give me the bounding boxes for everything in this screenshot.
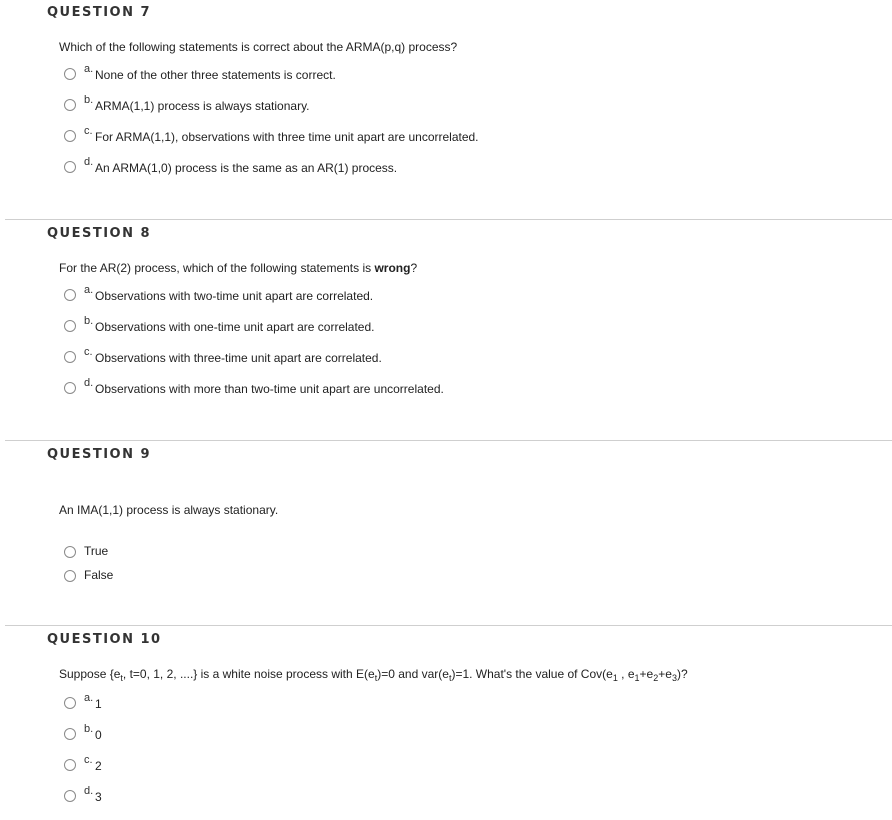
option-label: An ARMA(1,0) process is the same as an AR(1) process. [95, 161, 398, 175]
radio-button[interactable] [64, 570, 76, 582]
question-7-text: Which of the following statements is correct about the ARMA(p,q) process? [59, 40, 458, 54]
radio-button[interactable] [64, 351, 76, 363]
q10-text-part: )=0 and var(e [377, 667, 449, 681]
radio-button[interactable] [64, 289, 76, 301]
option-label: Observations with two-time unit apart are correlated. [95, 289, 374, 303]
radio-button[interactable] [64, 759, 76, 771]
option-label: Observations with one-time unit apart are correlated. [95, 320, 375, 334]
question-8-text-post: ? [410, 261, 418, 275]
q10-subscript: t [120, 673, 123, 683]
option-letter: d. [84, 156, 94, 168]
divider [5, 219, 892, 220]
question-8-title: QUESTION 8 [47, 226, 152, 241]
option-label: None of the other three statements is correct. [95, 68, 336, 82]
q10-text-part: , e [617, 667, 635, 681]
option-letter: c. [84, 125, 93, 137]
option-label: Observations with more than two-time unit apart are uncorrelated. [95, 382, 444, 396]
question-7-title: QUESTION 7 [47, 5, 152, 20]
question-10-title: QUESTION 10 [47, 632, 162, 647]
divider [5, 625, 892, 626]
radio-button[interactable] [64, 790, 76, 802]
option-label: ARMA(1,1) process is always stationary. [95, 99, 310, 113]
radio-button[interactable] [64, 130, 76, 142]
option-letter: d. [84, 377, 94, 389]
radio-button[interactable] [64, 99, 76, 111]
option-label: 0 [95, 728, 102, 742]
option-letter: a. [84, 284, 94, 296]
q10-subscript: 3 [671, 673, 677, 683]
radio-button[interactable] [64, 382, 76, 394]
question-10-text [59, 667, 688, 681]
question-8-text-emphasis: wrong [374, 261, 411, 275]
option-label: False [84, 568, 114, 582]
q10-text-part: Suppose {e [59, 667, 121, 681]
option-letter: c. [84, 346, 93, 358]
option-letter: a. [84, 63, 94, 75]
q10-text-part: )? [676, 667, 688, 681]
option-letter: d. [84, 785, 94, 797]
q10-text-part: +e [658, 667, 672, 681]
option-label: 2 [95, 759, 102, 773]
question-8-text-pre: For the AR(2) process, which of the following statements is [59, 261, 375, 275]
divider [5, 440, 892, 441]
option-letter: b. [84, 723, 94, 735]
option-label: True [84, 544, 109, 558]
radio-button[interactable] [64, 697, 76, 709]
option-label: For ARMA(1,1), observations with three time unit apart are uncorrelated. [95, 130, 479, 144]
option-letter: b. [84, 315, 94, 327]
radio-button[interactable] [64, 320, 76, 332]
option-letter: c. [84, 754, 93, 766]
option-label: 3 [95, 790, 102, 804]
radio-button[interactable] [64, 161, 76, 173]
radio-button[interactable] [64, 546, 76, 558]
question-9-title: QUESTION 9 [47, 447, 152, 462]
option-label: Observations with three-time unit apart are correlated. [95, 351, 382, 365]
q10-subscript: 2 [653, 673, 659, 683]
option-label: 1 [95, 697, 102, 711]
q10-text-part: , t=0, 1, 2, ....} is a white noise process with E(e [122, 667, 375, 681]
option-letter: a. [84, 692, 94, 704]
q10-subscript: 1 [634, 673, 640, 683]
radio-button[interactable] [64, 68, 76, 80]
q10-text-part: )=1. What's the value of Cov(e [451, 667, 613, 681]
q10-subscript: 1 [612, 673, 618, 683]
q10-subscript: t [448, 673, 452, 683]
option-letter: b. [84, 94, 94, 106]
q10-subscript: t [374, 673, 378, 683]
radio-button[interactable] [64, 728, 76, 740]
question-8-text [59, 261, 417, 275]
question-9-text: An IMA(1,1) process is always stationary. [59, 503, 279, 517]
q10-text-part: +e [639, 667, 654, 681]
